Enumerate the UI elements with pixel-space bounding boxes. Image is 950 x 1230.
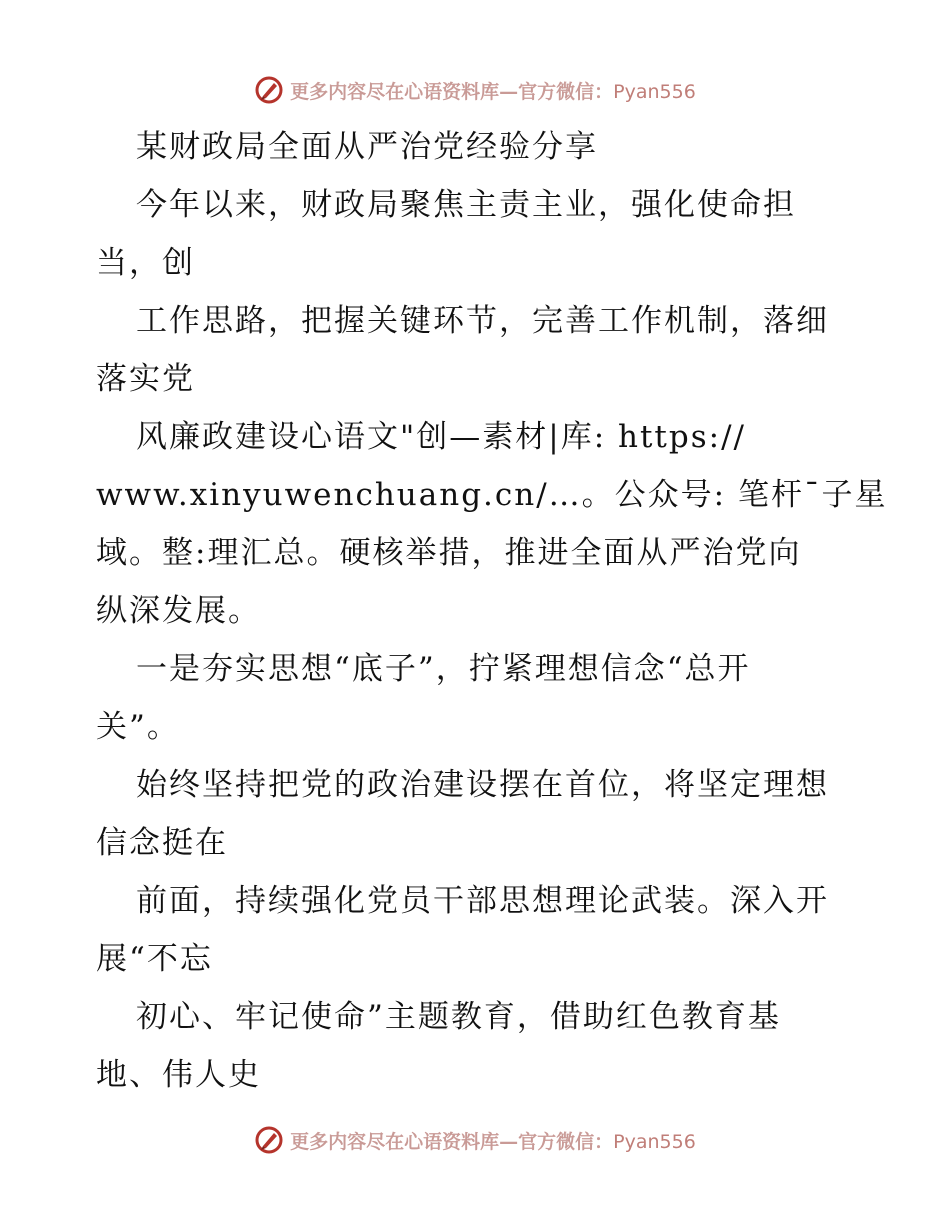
document-line: 初心、牢记使命”主题教育，借助红色教育基 — [136, 999, 781, 1035]
document-line: 地、伟人史 — [96, 1057, 261, 1093]
footer-wechat-id: Pyan556 — [613, 1130, 696, 1153]
document-line: 域。整:理汇总。硬核举措，推进全面从严治党向 — [96, 535, 802, 571]
pen-logo-icon — [254, 1125, 284, 1155]
header-banner-label: 更多内容尽在心语资料库—官方微信： — [290, 80, 614, 103]
document-line: www.xinyuwenchuang.cn/…。公众号: 笔杆¯子星 — [96, 477, 888, 513]
document-line: 今年以来，财政局聚焦主责主业，强化使命担 — [136, 187, 796, 223]
document-line: 当，创 — [96, 245, 195, 281]
footer-banner-text — [290, 1127, 696, 1154]
document-line: 落实党 — [96, 361, 195, 397]
header-wechat-id: Pyan556 — [613, 80, 696, 103]
document-line: 一是夯实思想“底子”，拧紧理想信念“总开 — [136, 651, 751, 687]
document-line: 工作思路，把握关键环节，完善工作机制，落细 — [136, 303, 829, 339]
document-line: 前面，持续强化党员干部思想理论武装。深入开 — [136, 883, 829, 919]
document-body — [96, 118, 888, 1104]
document-line: 信念挺在 — [96, 825, 228, 861]
pen-logo-icon — [254, 75, 284, 105]
document-line: 纵深发展。 — [96, 593, 261, 629]
footer-banner-label: 更多内容尽在心语资料库—官方微信： — [290, 1130, 614, 1153]
header-banner — [0, 70, 950, 110]
document-title: 某财政局全面从严治党经验分享 — [136, 129, 598, 165]
header-banner-text — [290, 77, 696, 104]
document-line: 关”。 — [96, 709, 180, 745]
document-line: 展“不忘 — [96, 941, 213, 977]
document-line: 风廉政建设心语文"创—素材|库: https:// — [136, 419, 746, 455]
footer-banner — [0, 1120, 950, 1160]
document-line: 始终坚持把党的政治建设摆在首位，将坚定理想 — [136, 767, 829, 803]
